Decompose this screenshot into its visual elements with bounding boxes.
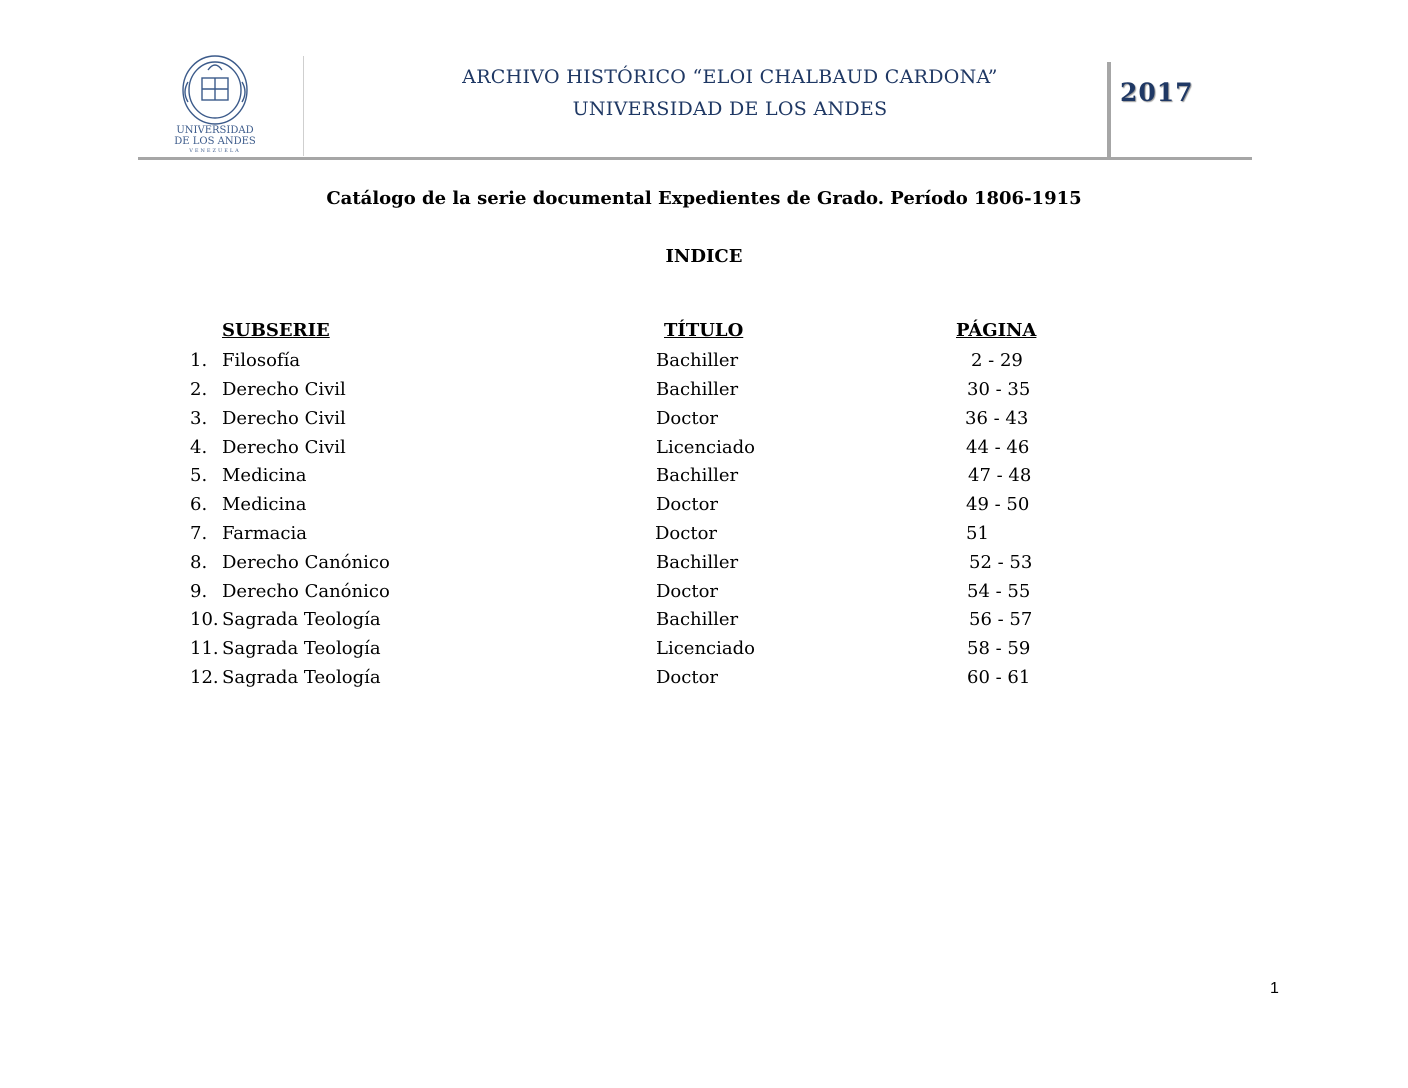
index-row — [0, 408, 1408, 436]
archive-title: ARCHIVO HISTÓRICO “ELOI CHALBAUD CARDONA” — [462, 66, 998, 88]
row-number: 9. — [190, 581, 208, 602]
row-subserie: Derecho Civil — [222, 437, 346, 458]
row-subserie: Farmacia — [222, 523, 307, 544]
index-row — [0, 350, 1408, 378]
index-row — [0, 523, 1408, 551]
row-titulo: Doctor — [656, 408, 719, 429]
row-pagina: 51 — [966, 523, 989, 544]
header-rule — [138, 157, 1252, 160]
row-subserie: Sagrada Teología — [222, 609, 381, 630]
row-number: 11. — [190, 638, 219, 659]
row-pagina: 60 - 61 — [967, 667, 1031, 688]
row-titulo: Bachiller — [656, 609, 739, 630]
row-subserie: Derecho Canónico — [222, 581, 390, 602]
row-titulo: Doctor — [655, 523, 718, 544]
row-number: 3. — [190, 408, 208, 429]
logo-text-line3: VENEZUELA — [189, 148, 241, 154]
index-row — [0, 465, 1408, 493]
logo-text-line1: UNIVERSIDAD — [176, 125, 254, 136]
index-row — [0, 494, 1408, 522]
row-subserie: Derecho Civil — [222, 379, 346, 400]
row-titulo: Bachiller — [656, 465, 739, 486]
row-titulo: Bachiller — [656, 552, 739, 573]
row-subserie: Medicina — [222, 465, 307, 486]
row-subserie: Medicina — [222, 494, 307, 515]
year-divider — [1107, 62, 1111, 158]
row-pagina: 47 - 48 — [968, 465, 1032, 486]
row-number: 10. — [190, 609, 219, 630]
index-row — [0, 581, 1408, 609]
column-header-subserie: SUBSERIE — [222, 320, 330, 341]
university-logo — [140, 52, 290, 156]
row-subserie: Derecho Canónico — [222, 552, 390, 573]
row-subserie: Derecho Civil — [222, 408, 346, 429]
row-subserie: Sagrada Teología — [222, 667, 381, 688]
index-heading: INDICE — [665, 246, 743, 267]
row-number: 6. — [190, 494, 208, 515]
row-titulo: Licenciado — [656, 437, 755, 458]
row-titulo: Licenciado — [656, 638, 755, 659]
row-pagina: 54 - 55 — [967, 581, 1031, 602]
row-pagina: 49 - 50 — [966, 494, 1030, 515]
column-header-titulo: TÍTULO — [664, 320, 744, 341]
university-crest-icon — [140, 52, 290, 156]
column-header-pagina: PÁGINA — [956, 320, 1037, 341]
row-subserie: Filosofía — [222, 350, 301, 371]
row-titulo: Bachiller — [656, 350, 739, 371]
logo-text-line2: DE LOS ANDES — [174, 136, 256, 147]
row-subserie: Sagrada Teología — [222, 638, 381, 659]
row-pagina: 56 - 57 — [969, 609, 1033, 630]
row-number: 1. — [190, 350, 208, 371]
index-row — [0, 379, 1408, 407]
index-row — [0, 609, 1408, 637]
row-titulo: Doctor — [656, 581, 719, 602]
university-title: UNIVERSIDAD DE LOS ANDES — [572, 98, 888, 120]
logo-divider — [303, 56, 304, 156]
row-pagina: 52 - 53 — [969, 552, 1033, 573]
row-titulo: Bachiller — [656, 379, 739, 400]
row-pagina: 58 - 59 — [967, 638, 1031, 659]
row-number: 4. — [190, 437, 208, 458]
index-row — [0, 638, 1408, 666]
row-number: 8. — [190, 552, 208, 573]
row-number: 2. — [190, 379, 208, 400]
row-pagina: 44 - 46 — [966, 437, 1030, 458]
row-number: 5. — [190, 465, 208, 486]
row-pagina: 30 - 35 — [967, 379, 1031, 400]
page-number: 1 — [1270, 980, 1279, 997]
row-titulo: Doctor — [656, 667, 719, 688]
index-row — [0, 667, 1408, 695]
index-row — [0, 552, 1408, 580]
row-number: 12. — [190, 667, 219, 688]
document-title: Catálogo de la serie documental Expedientes de Grado. Período 1806-1915 — [326, 188, 1082, 209]
index-row — [0, 437, 1408, 465]
row-pagina: 2 - 29 — [971, 350, 1023, 371]
header-year: 2017 — [1120, 78, 1194, 107]
row-pagina: 36 - 43 — [965, 408, 1029, 429]
row-titulo: Doctor — [656, 494, 719, 515]
row-number: 7. — [190, 523, 208, 544]
